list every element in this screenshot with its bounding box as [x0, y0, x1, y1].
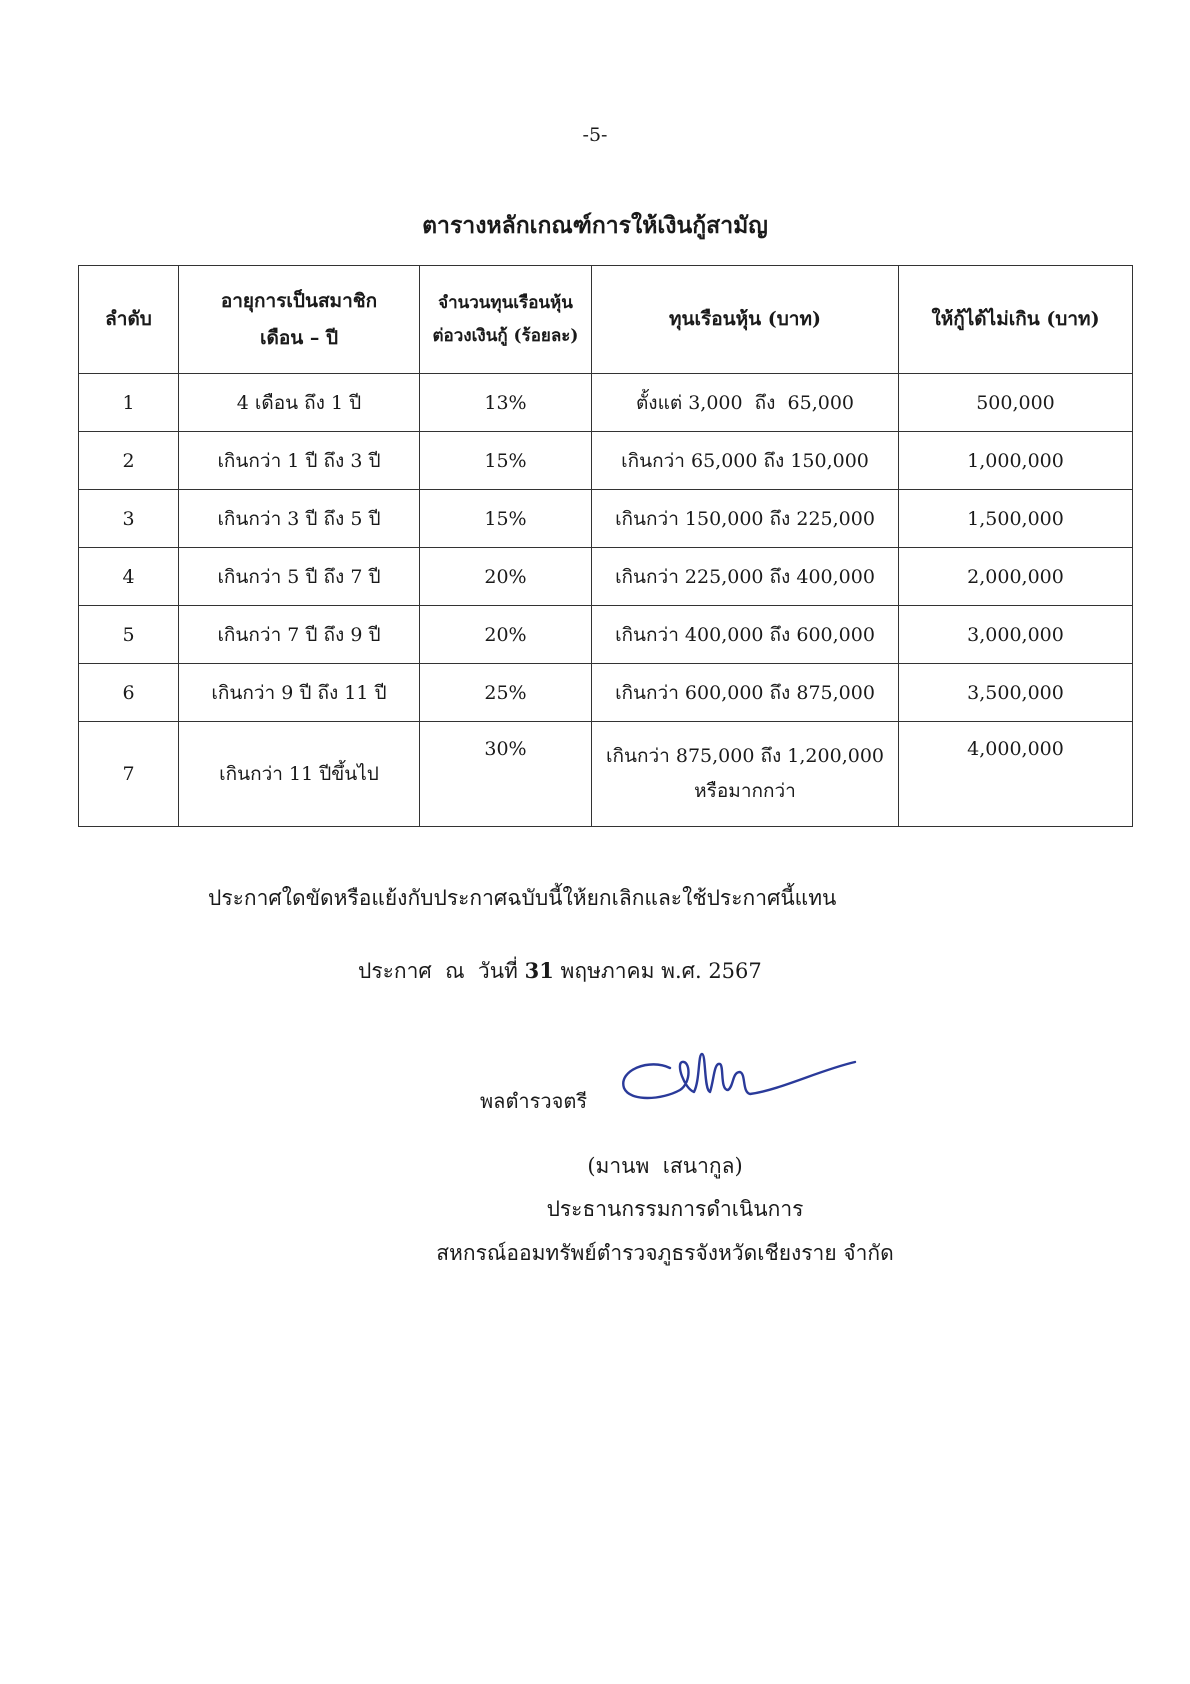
- cell-max: 2,000,000: [899, 548, 1133, 606]
- cell-shares: [592, 722, 899, 827]
- signer-rank: พลตำรวจตรี: [480, 1089, 588, 1113]
- cell-ratio: 20%: [420, 606, 592, 664]
- table-header-row: [79, 266, 1133, 374]
- header-membership-line1: อายุการเป็นสมาชิก: [220, 290, 378, 313]
- cell-shares: เกินกว่า 65,000 ถึง 150,000: [592, 432, 899, 490]
- cell-ratio: 15%: [420, 432, 592, 490]
- cell-shares: เกินกว่า 600,000 ถึง 875,000: [592, 664, 899, 722]
- cancel-statement: ประกาศใดขัดหรือแย้งกับประกาศฉบับนี้ให้ยกเลิกและใช้ประกาศนี้แทน: [208, 886, 837, 910]
- cell-max: 1,000,000: [899, 432, 1133, 490]
- cell-shares: ตั้งแต่ 3,000 ถึง 65,000: [592, 374, 899, 432]
- page-number: -5-: [582, 124, 608, 146]
- announce-rest: พฤษภาคม พ.ศ. 2567: [560, 959, 762, 983]
- cell-no: 5: [79, 606, 179, 664]
- header-share-ratio: [420, 266, 592, 374]
- cell-ratio: 30%: [420, 722, 592, 827]
- cell-max: 1,500,000: [899, 490, 1133, 548]
- table-row: [79, 490, 1133, 548]
- signer-position: ประธานกรรมการดำเนินการ: [546, 1197, 804, 1221]
- signer-organization: สหกรณ์ออมทรัพย์ตำรวจภูธรจังหวัดเชียงราย จำกัด: [436, 1241, 894, 1265]
- cell-shares: เกินกว่า 150,000 ถึง 225,000: [592, 490, 899, 548]
- table-row: [79, 548, 1133, 606]
- header-share-ratio-line2: ต่อวงเงินกู้ (ร้อยละ): [432, 325, 579, 346]
- loan-criteria-table: [78, 265, 1133, 827]
- cell-shares: เกินกว่า 225,000 ถึง 400,000: [592, 548, 899, 606]
- header-membership-line2: เดือน – ปี: [259, 326, 339, 349]
- cell-ratio: 15%: [420, 490, 592, 548]
- table-row: [79, 664, 1133, 722]
- cell-shares-line1: เกินกว่า 875,000 ถึง 1,200,000: [606, 744, 884, 767]
- cell-no: 7: [79, 722, 179, 827]
- cell-membership: เกินกว่า 9 ปี ถึง 11 ปี: [179, 664, 420, 722]
- signer-name: (มานพ เสนากูล): [587, 1154, 743, 1178]
- cell-membership: เกินกว่า 1 ปี ถึง 3 ปี: [179, 432, 420, 490]
- cell-no: 3: [79, 490, 179, 548]
- cell-ratio: 20%: [420, 548, 592, 606]
- cell-membership: เกินกว่า 3 ปี ถึง 5 ปี: [179, 490, 420, 548]
- cell-membership: เกินกว่า 5 ปี ถึง 7 ปี: [179, 548, 420, 606]
- cell-max: 500,000: [899, 374, 1133, 432]
- cell-no: 2: [79, 432, 179, 490]
- header-membership: [179, 266, 420, 374]
- cell-ratio: 13%: [420, 374, 592, 432]
- cell-no: 6: [79, 664, 179, 722]
- announce-day: 31: [524, 958, 554, 983]
- header-share-capital: ทุนเรือนหุ้น (บาท): [592, 266, 899, 374]
- header-share-ratio-line1: จำนวนทุนเรือนหุ้น: [438, 293, 573, 314]
- handwritten-signature: [610, 1040, 860, 1120]
- announce-prefix: ประกาศ ณ วันที่: [358, 959, 518, 983]
- table-row: [79, 722, 1133, 827]
- cell-membership: เกินกว่า 7 ปี ถึง 9 ปี: [179, 606, 420, 664]
- announce-date: [358, 955, 762, 988]
- cell-no: 4: [79, 548, 179, 606]
- table-row: [79, 606, 1133, 664]
- cell-max: 3,000,000: [899, 606, 1133, 664]
- cell-max: 4,000,000: [899, 722, 1133, 827]
- cell-no: 1: [79, 374, 179, 432]
- table-row: [79, 374, 1133, 432]
- cell-shares-line2: หรือมากกว่า: [694, 780, 796, 802]
- cell-shares: เกินกว่า 400,000 ถึง 600,000: [592, 606, 899, 664]
- table-row: [79, 432, 1133, 490]
- header-max-loan: ให้กู้ได้ไม่เกิน (บาท): [899, 266, 1133, 374]
- header-no: ลำดับ: [79, 266, 179, 374]
- cell-max: 3,500,000: [899, 664, 1133, 722]
- document-title: ตารางหลักเกณฑ์การให้เงินกู้สามัญ: [422, 212, 768, 239]
- cell-membership: เกินกว่า 11 ปีขึ้นไป: [179, 722, 420, 827]
- cell-ratio: 25%: [420, 664, 592, 722]
- cell-membership: 4 เดือน ถึง 1 ปี: [179, 374, 420, 432]
